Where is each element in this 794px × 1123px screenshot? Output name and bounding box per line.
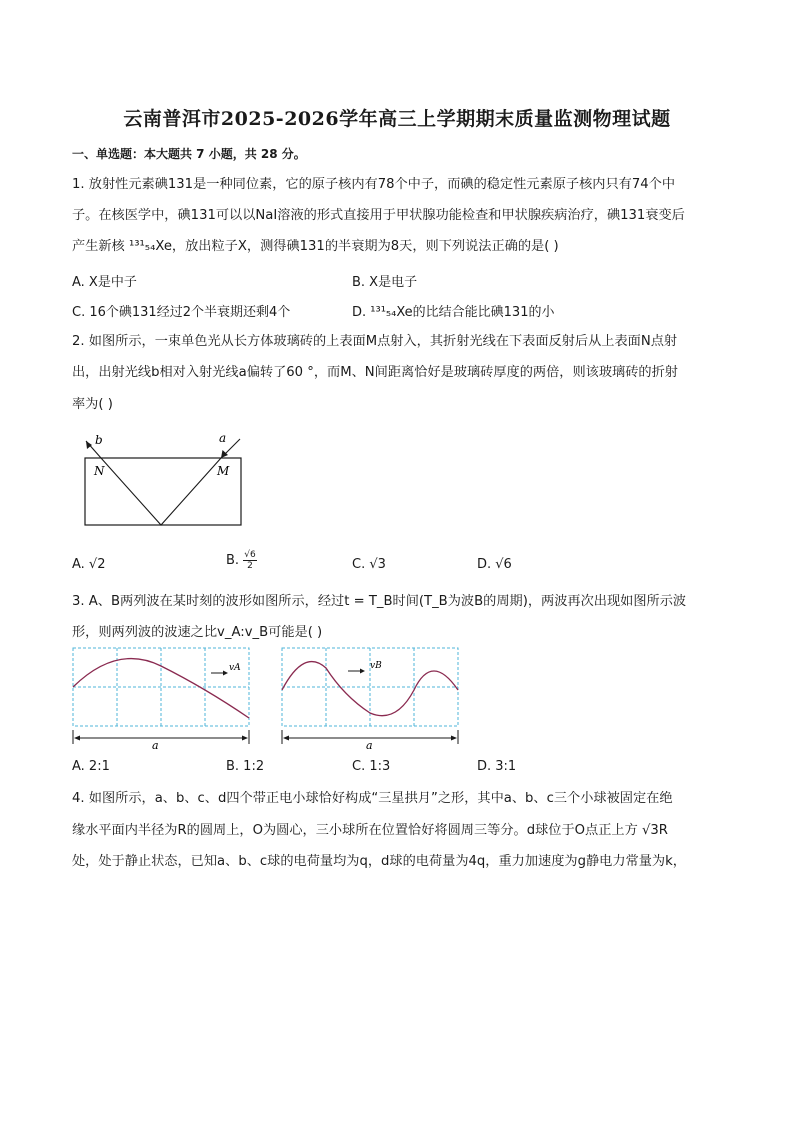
- label-N: N: [94, 464, 105, 478]
- q1-line-3: 产生新核 ¹³¹₅₄Xe，放出粒子X，测得碘131的半衰期为8天，则下列说法正确的是( ): [72, 239, 559, 254]
- q1-option-c: C. 16个碘131经过2个半衰期还剩4个: [72, 305, 291, 320]
- page-title: 云南普洱市2025-2026学年高三上学期期末质量监测物理试题: [123, 108, 671, 130]
- label-va: vA: [229, 663, 241, 673]
- arrow-vb-icon: [360, 669, 365, 674]
- q3-line-1: 3. A、B两列波在某时刻的波形如图所示，经过t = T_B时间(T_B为波B的周期)，两波再次出现如图所示波: [72, 594, 687, 609]
- q2-option-a: A. √2: [72, 557, 106, 572]
- dim-arrow-left-icon: [74, 736, 80, 741]
- dim-arrow-right-icon: [242, 736, 248, 741]
- label-vb: vB: [370, 661, 382, 671]
- q2-line-3: 率为( ): [72, 397, 113, 412]
- q3-option-a: A. 2:1: [72, 759, 110, 774]
- q3-option-c: C. 1:3: [352, 759, 391, 774]
- q2-option-b-numerator: √6: [244, 550, 256, 560]
- q4-line-1: 4. 如图所示，a、b、c、d四个带正电小球恰好构成“三星拱月”之形，其中a、b、c三个小球被固定在绝: [72, 791, 673, 806]
- wave-a-grid: [73, 648, 249, 726]
- q3-option-d: D. 3:1: [477, 759, 517, 774]
- q2-option-b-prefix: B.: [226, 553, 240, 568]
- label-M: M: [217, 464, 230, 478]
- q3-line-2: 形，则两列波的波速之比v_A:v_B可能是( ): [72, 625, 323, 640]
- q4-line-3: 处，处于静止状态，已知a、b、c球的电荷量均为q，d球的电荷量为4q，重力加速度为g静电力常量为k，: [72, 854, 686, 869]
- q2-line-1: 2. 如图所示，一束单色光从长方体玻璃砖的上表面M点射入，其折射光线在下表面反射后从上表面N点射: [72, 334, 678, 349]
- q2-line-2: 出，出射光线b相对入射光线a偏转了60 °，而M、N间距离恰好是玻璃砖厚度的两倍，则该玻璃砖的折射: [72, 365, 678, 380]
- section-heading: 一、单选题：本大题共 7 小题，共 28 分。: [72, 147, 306, 161]
- dimension-a-left: a: [152, 739, 159, 752]
- q1-option-b: B. X是电子: [352, 275, 418, 290]
- q2-option-b-denominator: 2: [247, 561, 253, 571]
- q3-option-b: B. 1:2: [226, 759, 265, 774]
- q4-line-2: 缘水平面内半径为R的圆周上，O为圆心，三小球所在位置恰好将圆周三等分。d球位于O点正上方 √3R: [72, 823, 668, 838]
- dim-arrow-left-icon: [283, 736, 289, 741]
- q2-option-d: D. √6: [477, 557, 512, 572]
- q1-option-a: A. X是中子: [72, 275, 137, 290]
- label-a: a: [219, 431, 227, 445]
- dim-arrow-right-icon: [451, 736, 457, 741]
- q1-option-d: D. ¹³¹₅₄Xe的比结合能比碘131的小: [352, 305, 555, 320]
- q1-line-1: 1. 放射性元素碘131是一种同位素，它的原子核内有78个中子，而碘的稳定性元素原子核内只有74个中: [72, 177, 676, 192]
- q1-line-2: 子。在核医学中，碘131可以以NaI溶液的形式直接用于甲状腺功能检查和甲状腺疾病治疗，碘131衰变后: [72, 208, 685, 223]
- q2-option-c: C. √3: [352, 557, 386, 572]
- label-b: b: [95, 433, 103, 447]
- dimension-a-right: a: [366, 739, 373, 752]
- wave-b-grid: [282, 648, 458, 726]
- arrow-va-icon: [223, 671, 228, 676]
